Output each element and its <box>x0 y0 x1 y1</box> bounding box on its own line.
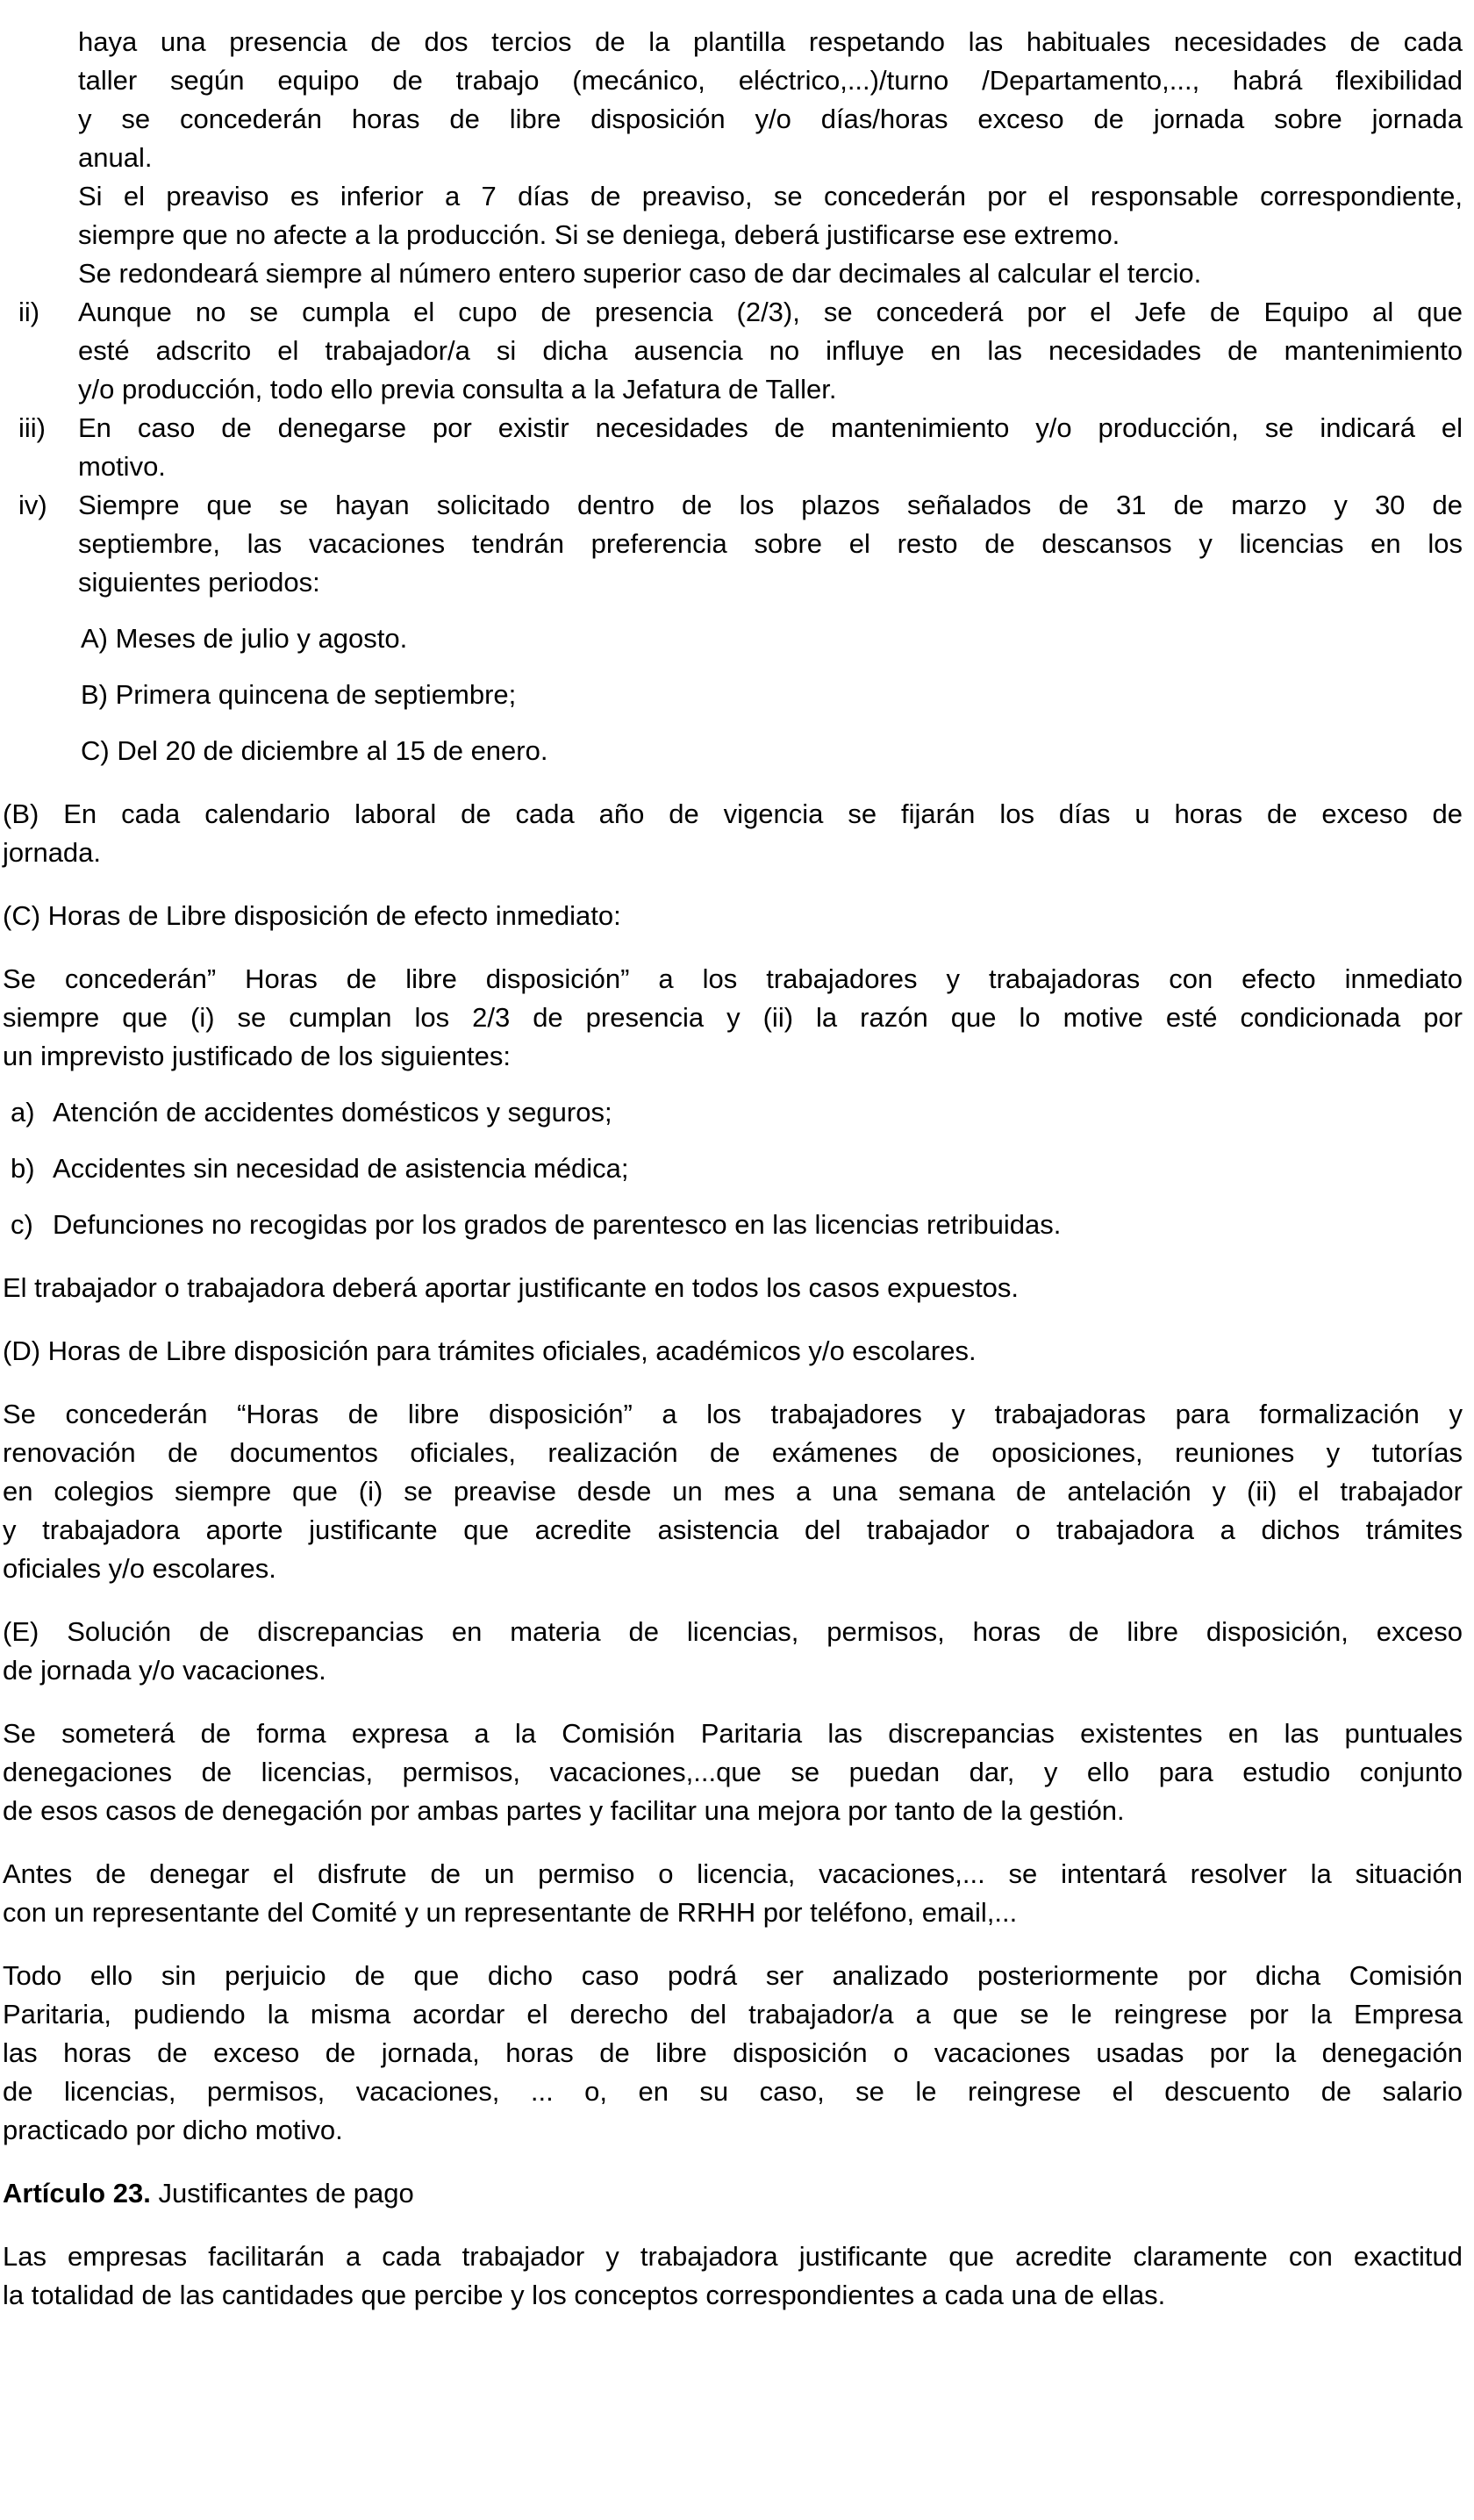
paragraph-continuation-1: haya una presencia de dos tercios de la plantilla respetando las habituales necesidades de cada taller según equipo de trabajo (mecánico, eléctrico,...)/turno /Departamento,..., habrá flexibilidad y se concederán horas de libre disposición y/o días/horas exceso de jornada sobre jornada anual. <box>78 26 1463 173</box>
heading-section-e: (E) Solución de discrepancias en materia de licencias, permisos, horas de libre disposición, exceso de jornada y/o vacaciones. <box>3 1616 1463 1686</box>
sub-item-a <box>3 1093 1463 1132</box>
sub-item-A: A) Meses de julio y agosto. <box>81 623 408 654</box>
sub-item-B: B) Primera quincena de septiembre; <box>81 679 517 710</box>
article-23-heading <box>3 2174 1463 2213</box>
heading-section-c: (C) Horas de Libre disposición de efecto inmediato: <box>3 900 621 931</box>
sub-item-C: C) Del 20 de diciembre al 15 de enero. <box>81 735 548 766</box>
list-item-iii <box>18 409 1463 486</box>
paragraph-section-c-body: Se concederán” Horas de libre disposición” a los trabajadores y trabajadoras con efecto inmediato siempre que (i) se cumplan los 2/3 de presencia y (ii) la razón que lo motive esté condicionada por un imprevisto justificado de los siguientes: <box>3 963 1463 1071</box>
paragraph-section-d-body: Se concederán “Horas de libre disposición” a los trabajadores y trabajadoras para formalización y renovación de documentos oficiales, realización de exámenes de oposiciones, reuniones y tutorías en colegios siempre que (i) se preavise desde un mes a una semana de antelación y (ii) el trabajador y trabajadora aporte justificante que acredite asistencia del trabajador o trabajadora a dichos trámites oficiales y/o escolares. <box>3 1399 1463 1584</box>
list-item-text: En caso de denegarse por existir necesidades de mantenimiento y/o producción, se indicará el motivo. <box>78 412 1463 482</box>
sub-item-marker: c) <box>11 1209 33 1240</box>
paragraph-todo-ello: Todo ello sin perjuicio de que dicho caso podrá ser analizado posteriormente por dicha Comisión Paritaria, pudiendo la misma acordar el derecho del trabajador/a a que se le reingrese por la Empresa las horas de exceso de jornada, horas de libre disposición o vacaciones usadas por la denegación de licencias, permisos, vacaciones, ... o, en su caso, se le reingrese el descuento de salario practicado por dicho motivo. <box>3 1960 1463 2145</box>
list-item-text: Aunque no se cumpla el cupo de presencia (2/3), se concederá por el Jefe de Equipo al que esté adscrito el trabajador/a si dicha ausencia no influye en las necesidades de mantenimiento y/o producción, todo ello previa consulta a la Jefatura de Taller. <box>78 297 1463 404</box>
article-23-label: Artículo 23. <box>3 2178 151 2209</box>
list-item-marker: iii) <box>18 412 46 443</box>
sub-item-marker: b) <box>11 1153 35 1184</box>
paragraph-antes-de-denegar: Antes de denegar el disfrute de un permiso o licencia, vacaciones,... se intentará resolver la situación con un representante del Comité y un representante de RRHH por teléfono, email,... <box>3 1858 1463 1928</box>
paragraph-justificante: El trabajador o trabajadora deberá aportar justificante en todos los casos expuestos. <box>3 1272 1020 1303</box>
list-item-text: Siempre que se hayan solicitado dentro de los plazos señalados de 31 de marzo y 30 de septiembre, las vacaciones tendrán preferencia sobre el resto de descansos y licencias en los siguientes periodos: <box>78 490 1463 598</box>
paragraph-redondeo: Se redondeará siempre al número entero superior caso de dar decimales al calcular el tercio. <box>78 258 1202 289</box>
list-item-ii <box>18 293 1463 409</box>
paragraph-justificantes-pago: Las empresas facilitarán a cada trabajador y trabajadora justificante que acredite claramente con exactitud la totalidad de las cantidades que percibe y los conceptos correspondientes a cada una de ellas. <box>3 2241 1463 2310</box>
list-item-iv <box>18 486 1463 602</box>
list-item-marker: ii) <box>18 297 40 327</box>
paragraph-section-b: (B) En cada calendario laboral de cada año de vigencia se fijarán los días u horas de exceso de jornada. <box>3 798 1463 868</box>
paragraph-comision-paritaria: Se someterá de forma expresa a la Comisión Paritaria las discrepancias existentes en las puntuales denegaciones de licencias, permisos, vacaciones,...que se puedan dar, y ello para estudio conjunto de esos casos de denegación por ambas partes y facilitar una mejora por tanto de la gestión. <box>3 1718 1463 1826</box>
article-23-title: Justificantes de pago <box>150 2178 414 2209</box>
sub-item-c <box>3 1206 1463 1244</box>
list-item-marker: iv) <box>18 490 47 520</box>
sub-item-text: Atención de accidentes domésticos y seguros; <box>53 1097 612 1128</box>
list-continuation-block <box>18 23 1463 770</box>
sub-item-b <box>3 1149 1463 1188</box>
sub-item-marker: a) <box>11 1097 35 1128</box>
sub-item-text: Defunciones no recogidas por los grados de parentesco en las licencias retribuidas. <box>53 1209 1062 1240</box>
paragraph-preaviso: Si el preaviso es inferior a 7 días de preaviso, se concederán por el responsable correspondiente, siempre que no afecte a la producción. Si se deniega, deberá justificarse ese extremo. <box>78 181 1463 250</box>
sub-item-text: Accidentes sin necesidad de asistencia médica; <box>53 1153 629 1184</box>
heading-section-d: (D) Horas de Libre disposición para trámites oficiales, académicos y/o escolares. <box>3 1335 977 1366</box>
